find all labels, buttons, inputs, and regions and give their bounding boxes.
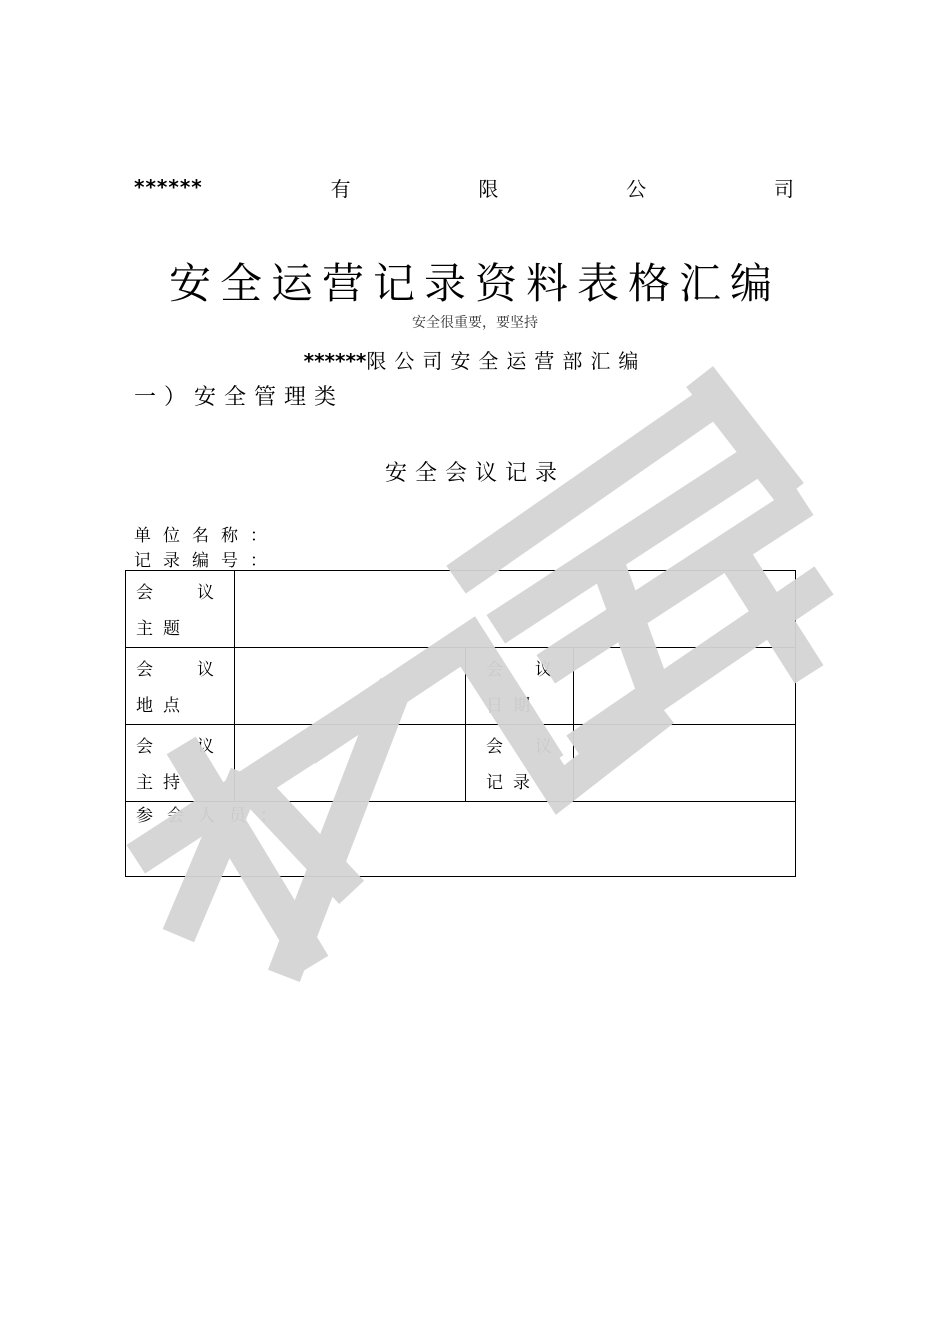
unit-name-label: 单位名称：: [134, 526, 279, 546]
label-char: 会: [136, 737, 153, 757]
label-char: 议: [197, 737, 214, 757]
company-name-line: [134, 172, 794, 202]
recorder-label: 记录: [486, 773, 540, 793]
label-char: 议: [535, 737, 552, 757]
label-char: 议: [197, 660, 214, 680]
table-row: [126, 571, 796, 648]
place-label-cell: [126, 648, 235, 725]
recorder-label-cell: [466, 725, 574, 802]
recorder-value-cell[interactable]: [574, 725, 796, 802]
label-char: 会: [136, 660, 153, 680]
company-char: 有: [330, 176, 351, 201]
table-row: [126, 725, 796, 802]
topic-label: 主题: [136, 619, 190, 639]
section-heading: 一）安全管理类: [134, 385, 345, 410]
attendees-label: 参会人员：: [136, 806, 291, 826]
attendees-cell[interactable]: [126, 802, 796, 877]
table-row: [126, 648, 796, 725]
label-char: 会: [486, 737, 503, 757]
host-label: 主持: [136, 773, 190, 793]
company-char: 司: [773, 176, 794, 201]
record-number-label: 记录编号：: [134, 551, 279, 571]
host-value-cell[interactable]: [235, 725, 466, 802]
date-label: 日期: [486, 696, 540, 716]
company-name-stars: ******: [134, 175, 203, 199]
document-title: 安全运营记录资料表格汇编: [168, 259, 781, 308]
label-char: 议: [535, 660, 552, 680]
host-label-cell: [126, 725, 235, 802]
label-char: 会: [486, 660, 503, 680]
date-label-cell: [466, 648, 574, 725]
compiled-by-stars: ******: [303, 349, 367, 373]
compiled-by-line: [0, 345, 950, 374]
meeting-record-table: [125, 570, 796, 877]
company-char: 公: [626, 176, 647, 201]
label-char: 会: [136, 583, 153, 603]
watermark-stroke: [470, 410, 700, 570]
topic-label-cell: [126, 571, 235, 648]
company-char: 限: [478, 176, 499, 201]
table-row: [126, 802, 796, 877]
document-subtitle: 安全很重要，要坚持: [412, 315, 538, 331]
label-char: 议: [197, 583, 214, 603]
date-value-cell[interactable]: [574, 648, 796, 725]
place-value-cell[interactable]: [235, 648, 466, 725]
compiled-by-text: 限公司安全运营部汇编: [366, 349, 647, 373]
place-label: 地点: [136, 696, 190, 716]
topic-value-cell[interactable]: [235, 571, 796, 648]
form-title: 安全会议记录: [384, 461, 565, 486]
